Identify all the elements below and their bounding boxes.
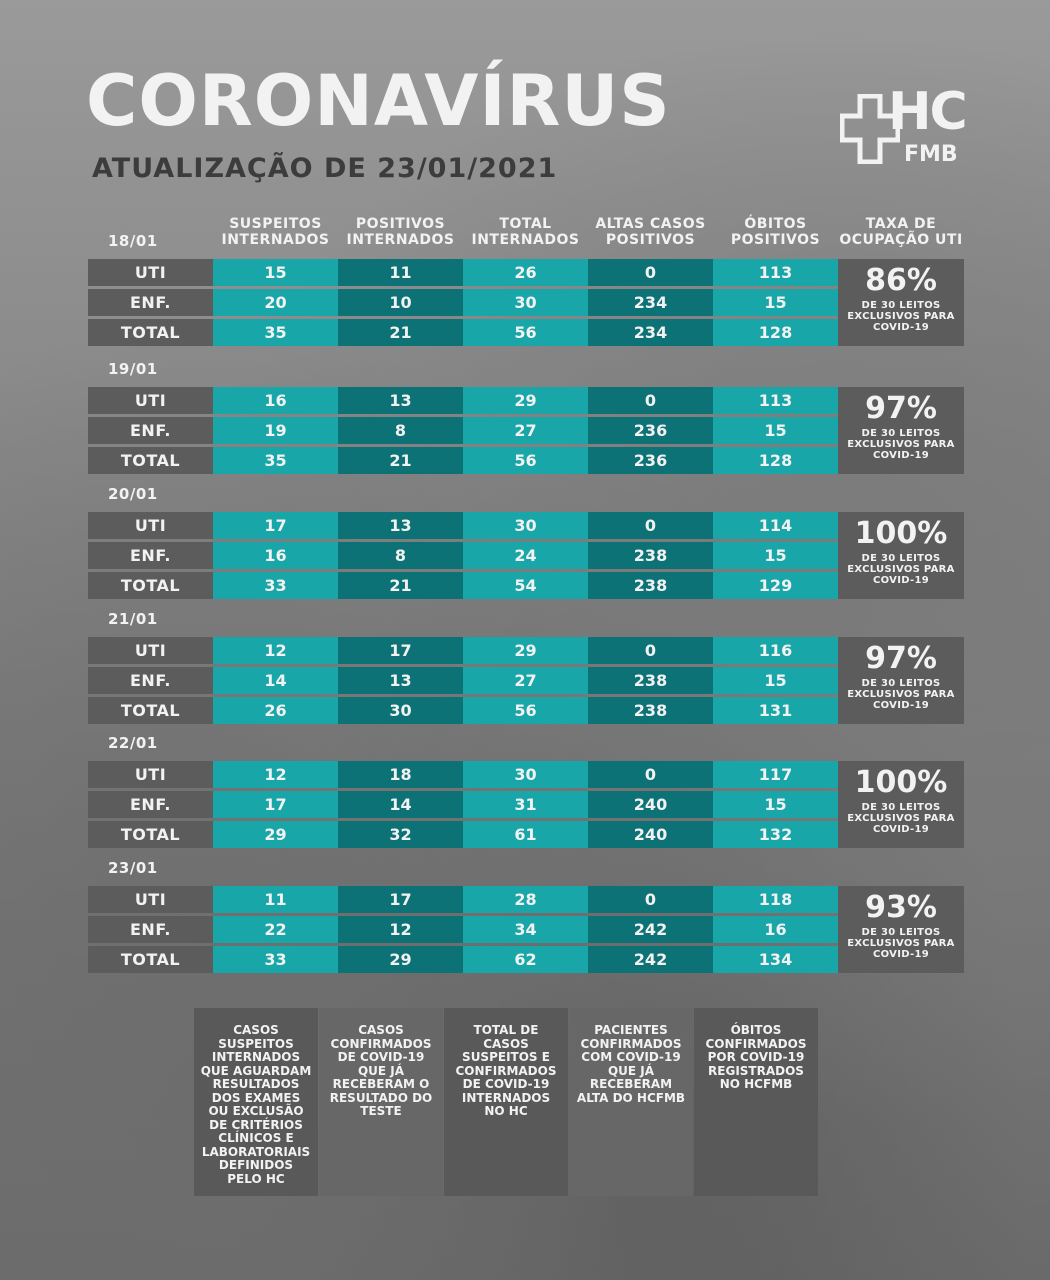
table-cell: 17 [213,791,338,818]
table-cell: 29 [463,387,588,414]
table-row [88,916,838,943]
table-cell: 29 [338,946,463,973]
row-label: TOTAL [88,319,213,346]
table-cell: 21 [338,319,463,346]
table-cell: 8 [338,542,463,569]
occupancy-rate-value: 100% [854,765,948,800]
table-row [88,259,838,286]
table-cell: 16 [213,542,338,569]
row-label: ENF. [88,667,213,694]
table-row [88,319,838,346]
row-label: ENF. [88,542,213,569]
table-cell: 13 [338,512,463,539]
occupancy-rate-box [838,886,964,973]
header-altas: ALTAS CASOS POSITIVOS [595,216,706,248]
table-row [88,667,838,694]
table-cell: 20 [213,289,338,316]
occupancy-rate-note: DE 30 LEITOS EXCLUSIVOS PARA COVID-19 [847,927,955,960]
table-cell: 242 [588,916,713,943]
table-cell: 11 [338,259,463,286]
table-row [88,946,838,973]
table-cell: 0 [588,387,713,414]
legend-table [194,1008,818,1196]
table-row [88,886,838,913]
table-cell: 30 [463,761,588,788]
table-cell: 114 [713,512,838,539]
day-date-label: 20/01 [108,485,158,503]
day-table [88,761,964,848]
table-cell: 19 [213,417,338,444]
table-cell: 234 [588,289,713,316]
day-table [88,637,964,724]
row-label: TOTAL [88,946,213,973]
header-total: TOTAL INTERNADOS [471,216,580,248]
table-cell: 10 [338,289,463,316]
day-date-label: 23/01 [108,859,158,877]
table-cell: 56 [463,319,588,346]
table-cell: 15 [713,289,838,316]
table-row [88,289,838,316]
table-cell: 18 [338,761,463,788]
page-title: CORONAVÍRUS [86,60,671,142]
occupancy-rate-value: 97% [865,641,937,676]
table-row [88,447,838,474]
table-cell: 35 [213,319,338,346]
occupancy-rate-value: 97% [865,391,937,426]
table-cell: 240 [588,821,713,848]
row-label: UTI [88,886,213,913]
table-cell: 117 [713,761,838,788]
table-cell: 27 [463,417,588,444]
table-cell: 33 [213,946,338,973]
table-cell: 32 [338,821,463,848]
legend-altas: PACIENTES CONFIRMADOS COM COVID-19 QUE JÁ RECEBERAM ALTA DO HCFMB [569,1008,693,1196]
table-cell: 12 [213,637,338,664]
day-date-label: 19/01 [108,360,158,378]
table-cell: 14 [213,667,338,694]
table-cell: 8 [338,417,463,444]
header-suspeitos: SUSPEITOS INTERNADOS [221,216,330,248]
table-cell: 24 [463,542,588,569]
occupancy-rate-note: DE 30 LEITOS EXCLUSIVOS PARA COVID-19 [847,802,955,835]
row-label: ENF. [88,289,213,316]
table-cell: 17 [213,512,338,539]
table-cell: 128 [713,319,838,346]
update-date-subtitle: ATUALIZAÇÃO DE 23/01/2021 [92,153,558,184]
row-label: UTI [88,259,213,286]
table-cell: 17 [338,637,463,664]
table-cell: 22 [213,916,338,943]
header-obitos: ÓBITOS POSITIVOS [730,216,821,248]
table-cell: 238 [588,667,713,694]
row-label: UTI [88,761,213,788]
table-cell: 33 [213,572,338,599]
table-cell: 31 [463,791,588,818]
table-cell: 26 [213,697,338,724]
table-cell: 132 [713,821,838,848]
row-label: ENF. [88,791,213,818]
day-table [88,886,964,973]
row-label: TOTAL [88,447,213,474]
table-cell: 240 [588,791,713,818]
table-cell: 56 [463,447,588,474]
table-row [88,697,838,724]
table-cell: 28 [463,886,588,913]
row-label: TOTAL [88,572,213,599]
table-cell: 21 [338,447,463,474]
table-cell: 236 [588,447,713,474]
header-positivos: POSITIVOS INTERNADOS [346,216,455,248]
table-cell: 35 [213,447,338,474]
row-label: UTI [88,637,213,664]
table-cell: 30 [463,512,588,539]
table-cell: 129 [713,572,838,599]
table-cell: 134 [713,946,838,973]
table-cell: 15 [713,417,838,444]
header-taxa-ocupacao: TAXA DE OCUPAÇÃO UTI [839,216,963,248]
table-cell: 34 [463,916,588,943]
table-cell: 113 [713,259,838,286]
logo-hc-text: HC [888,82,966,142]
table-cell: 62 [463,946,588,973]
day-table [88,387,964,474]
occupancy-rate-box [838,259,964,346]
table-cell: 15 [713,542,838,569]
day-date-label: 21/01 [108,610,158,628]
table-row [88,542,838,569]
table-cell: 116 [713,637,838,664]
table-cell: 61 [463,821,588,848]
table-cell: 16 [713,916,838,943]
table-cell: 0 [588,761,713,788]
table-row [88,791,838,818]
table-cell: 113 [713,387,838,414]
legend-obitos: ÓBITOS CONFIRMADOS POR COVID-19 REGISTRADOS NO HCFMB [694,1008,818,1196]
occupancy-rate-note: DE 30 LEITOS EXCLUSIVOS PARA COVID-19 [847,300,955,333]
table-row [88,821,838,848]
occupancy-rate-box [838,512,964,599]
table-cell: 242 [588,946,713,973]
table-cell: 131 [713,697,838,724]
table-cell: 12 [213,761,338,788]
occupancy-rate-box [838,387,964,474]
occupancy-rate-note: DE 30 LEITOS EXCLUSIVOS PARA COVID-19 [847,553,955,586]
table-cell: 11 [213,886,338,913]
table-cell: 0 [588,259,713,286]
table-cell: 0 [588,512,713,539]
table-cell: 236 [588,417,713,444]
day-table [88,259,964,346]
occupancy-rate-box [838,637,964,724]
table-cell: 54 [463,572,588,599]
table-cell: 21 [338,572,463,599]
table-cell: 29 [213,821,338,848]
legend-positivos: CASOS CONFIRMADOS DE COVID-19 QUE JÁ RECEBERAM O RESULTADO DO TESTE [319,1008,443,1196]
row-label: UTI [88,387,213,414]
table-row [88,512,838,539]
occupancy-rate-value: 93% [865,890,937,925]
table-cell: 0 [588,637,713,664]
table-cell: 238 [588,572,713,599]
table-cell: 12 [338,916,463,943]
row-label: UTI [88,512,213,539]
table-cell: 30 [338,697,463,724]
table-row [88,417,838,444]
table-row [88,761,838,788]
table-cell: 15 [713,791,838,818]
day-date-label: 22/01 [108,734,158,752]
table-cell: 0 [588,886,713,913]
table-cell: 118 [713,886,838,913]
row-label: TOTAL [88,821,213,848]
table-cell: 15 [213,259,338,286]
row-label: ENF. [88,916,213,943]
table-cell: 238 [588,697,713,724]
table-cell: 13 [338,667,463,694]
occupancy-rate-value: 100% [854,516,948,551]
table-cell: 238 [588,542,713,569]
row-label: ENF. [88,417,213,444]
table-row [88,572,838,599]
table-cell: 14 [338,791,463,818]
table-cell: 16 [213,387,338,414]
occupancy-rate-note: DE 30 LEITOS EXCLUSIVOS PARA COVID-19 [847,678,955,711]
table-cell: 17 [338,886,463,913]
table-row [88,637,838,664]
table-cell: 56 [463,697,588,724]
occupancy-rate-box [838,761,964,848]
occupancy-rate-value: 86% [865,263,937,298]
legend-suspeitos: CASOS SUSPEITOS INTERNADOS QUE AGUARDAM RESULTADOS DOS EXAMES OU EXCLUSÃO DE CRITÉRIOS CLÍNICOS E LABORATORIAIS DEFINIDOS PELO HC [194,1008,318,1196]
table-cell: 26 [463,259,588,286]
occupancy-rate-note: DE 30 LEITOS EXCLUSIVOS PARA COVID-19 [847,428,955,461]
row-label: TOTAL [88,697,213,724]
table-cell: 128 [713,447,838,474]
logo-fmb-text: FMB [904,142,958,167]
table-cell: 29 [463,637,588,664]
legend-total: TOTAL DE CASOS SUSPEITOS E CONFIRMADOS DE COVID-19 INTERNADOS NO HC [444,1008,568,1196]
table-cell: 13 [338,387,463,414]
hcfmb-logo [840,82,966,171]
table-cell: 27 [463,667,588,694]
day-table [88,512,964,599]
table-cell: 15 [713,667,838,694]
day-date-label: 18/01 [108,232,158,250]
table-row [88,387,838,414]
table-cell: 234 [588,319,713,346]
table-cell: 30 [463,289,588,316]
